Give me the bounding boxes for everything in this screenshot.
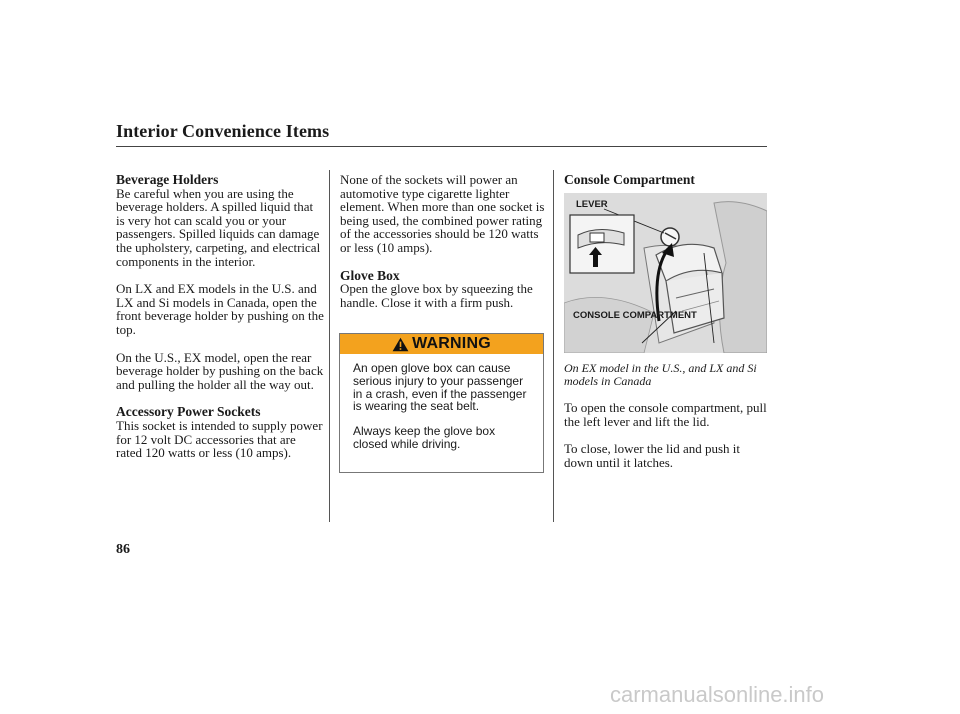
warning-triangle-icon [392, 337, 409, 352]
console-illustration [564, 193, 767, 353]
sockets-paragraph-1: This socket is intended to supply power for 12 volt DC accessories that are rated 120 watts or less (10 amps). [116, 417, 323, 461]
warning-title: WARNING [412, 335, 491, 352]
beverage-holders-heading: Beverage Holders [116, 172, 219, 187]
column-middle [340, 173, 546, 323]
beverage-paragraph-2: On LX and EX models in the U.S. and LX and Si models in Canada, open the front beverage holder by pushing on the top. [116, 281, 324, 337]
column-left [116, 173, 324, 474]
column-right-lower [564, 362, 768, 484]
glove-box-paragraph: Open the glove box by squeezing the handle. Close it with a firm push. [340, 281, 533, 310]
console-paragraph-1: To open the console compartment, pull the left lever and lift the lid. [564, 400, 767, 429]
column-divider-right [553, 170, 554, 522]
title-rule [116, 146, 767, 147]
watermark: carmanualsonline.info [610, 682, 825, 707]
warning-text-2: Always keep the glove box closed while driving. [353, 424, 496, 451]
page-number: 86 [116, 542, 130, 557]
sockets-paragraph-2: None of the sockets will power an automotive type cigarette lighter element. When more than one socket is being used, the combined power rating of the accessories should be 120 watts or less (10 amps). [340, 172, 545, 255]
figure-label-lever: LEVER [576, 199, 608, 210]
figure-label-console-compartment: CONSOLE COMPARTMENT [573, 310, 697, 321]
beverage-paragraph-3: On the U.S., EX model, open the rear beverage holder by pushing on the back and pulling the holder all the way out. [116, 349, 324, 392]
page-title: Interior Convenience Items [116, 121, 330, 141]
beverage-paragraph-1: Be careful when you are using the beverage holders. A spilled liquid that is very hot can scald you or your passengers. Spilled liquids can damage the upholstery, carpeting, and electrical components in the interior. [116, 185, 321, 269]
warning-body [340, 354, 543, 451]
glove-box-heading: Glove Box [340, 267, 400, 283]
column-divider-left [329, 170, 330, 522]
warning-box [339, 333, 544, 473]
power-sockets-heading: Accessory Power Sockets [116, 404, 261, 420]
console-drawing [564, 193, 767, 353]
warning-header [340, 334, 543, 354]
warning-text-1: An open glove box can cause serious injury to your passenger in a crash, even if the passenger is wearing the seat belt. [353, 361, 527, 414]
figure-caption: On EX model in the U.S., and LX and Si models in Canada [564, 361, 757, 388]
console-compartment-heading: Console Compartment [564, 172, 695, 187]
console-paragraph-2: To close, lower the lid and push it down until it latches. [564, 441, 741, 470]
column-right [564, 173, 768, 187]
